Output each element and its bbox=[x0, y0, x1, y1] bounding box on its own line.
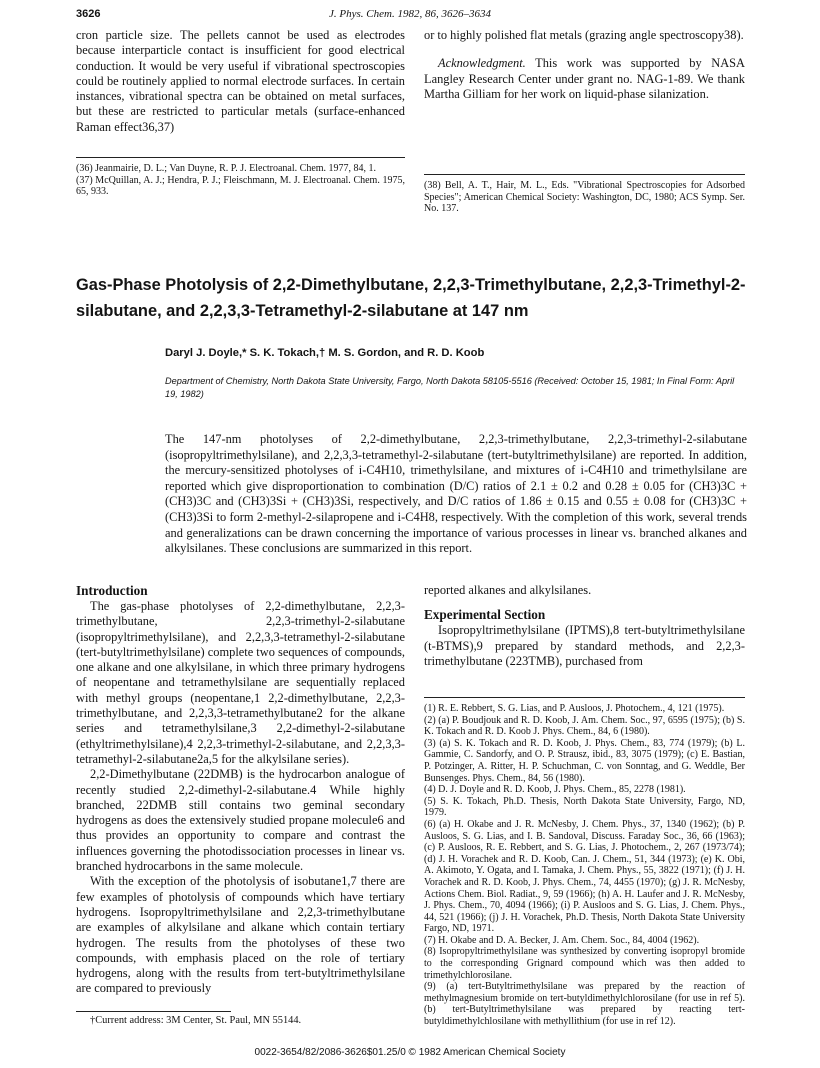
intro-paragraph-2: 2,2-Dimethylbutane (22DMB) is the hydrocarbon analogue of recently studied 2,2-dimethyl-2-silabutane.4 While highly branched, 22DMB still contains two geminal secondary hydrogens as does the extensively studied propane molecule6 and thus provides an opportunity to compare and contrast the influences governing the photodissociation processes in linear vs. branched hydrocarbons in the same molecule. bbox=[76, 767, 405, 874]
footnotes-left bbox=[76, 163, 405, 198]
intro-paragraph-3: With the exception of the photolysis of isobutane1,7 there are few examples of photolysis of compounds which have tertiary hydrogens. Isopropyltrimethylsilane and 2,2,3-trimethylbutane are examples of alkylsilane and alkane which contain tertiary hydrogen. The results from the photolyses of these two compounds, with emphasis placed on the role of tertiary hydrogens, along with the results from tert-butyltrimethylsilane are compared to previously bbox=[76, 874, 405, 996]
article-title: Gas-Phase Photolysis of 2,2-Dimethylbutane, 2,2,3-Trimethylbutane, 2,2,3-Trimethyl-2-silabutane, and 2,2,3,3-Tetramethyl-2-silabutane at 147 nm bbox=[76, 276, 746, 320]
experimental-heading: Experimental Section bbox=[424, 607, 546, 623]
current-address-note: †Current address: 3M Center, St. Paul, MN 55144. bbox=[90, 1015, 302, 1026]
introduction-section bbox=[76, 583, 405, 997]
intro-continuation: reported alkanes and alkylsilanes. bbox=[424, 583, 592, 597]
introduction-heading: Introduction bbox=[76, 583, 148, 598]
abstract: The 147-nm photolyses of 2,2-dimethylbutane, 2,2,3-trimethylbutane, 2,2,3-trimethyl-2-silabutane (isopropyltrimethylsilane), and 2,2,3,3-tetramethyl-2-silabutane (tert-butyltrimethylsilane) are reported. In addition, the mercury-sensitized photolyses of i-C4H10, trimethylsilane, and mixtures of i-C4H10 and trimethylsilane are reported which give disproportionation to combination (D/C) ratios of 2.1 ± 0.2 and 0.28 ± 0.05 for (CH3)3C + (CH3)3C and (CH3)3Si + (CH3)3Si, respectively, and D/C ratios of 1.86 ± 0.15 and 0.55 ± 0.08 for (CH3)3C + (CH3)3Si to form 2-methyl-2-silapropene and i-C4H8, respectively. With the completion of this work, several trends and generalizations can be drawn concerning the importance of various processes in linear vs. branched alkanes and alkylsilanes. These conclusions are summarized in this report. bbox=[165, 432, 747, 556]
reference-list bbox=[424, 703, 745, 1028]
page-footer: 0022-3654/82/2086-3626$01.25/0 © 1982 American Chemical Society bbox=[254, 1047, 566, 1058]
footnote-divider bbox=[76, 1011, 231, 1012]
reference-1: (1) R. E. Rebbert, S. G. Lias, and P. Ausloos, J. Photochem., 4, 121 (1975). bbox=[424, 703, 725, 714]
previous-article-continuation: or to highly polished flat metals (grazing angle spectroscopy38). bbox=[424, 28, 744, 42]
journal-citation: J. Phys. Chem. 1982, 86, 3626–3634 bbox=[329, 8, 491, 20]
footnote-divider bbox=[424, 174, 745, 175]
previous-article-right bbox=[424, 28, 745, 102]
page-number: 3626 bbox=[76, 8, 101, 20]
footnote-36: (36) Jeanmairie, D. L.; Van Duyne, R. P. J. Electroanal. Chem. 1977, 84, 1. bbox=[76, 163, 377, 174]
footnote-37: (37) McQuillan, A. J.; Hendra, P. J.; Fleischmann, M. J. Electroanal. Chem. 1975, 65, 933. bbox=[76, 174, 405, 198]
reference-5: (5) S. K. Tokach, Ph.D. Thesis, North Dakota State University, Fargo, ND, 1979. bbox=[424, 795, 745, 819]
reference-6: (6) (a) H. Okabe and J. R. McNesby, J. Chem. Phys., 37, 1340 (1962); (b) P. Ausloos, S. G. Lias, and I. B. Sandoval, Discuss. Faraday Soc., 36, 66 (1963); (c) P. Ausloos, R. E. Rebbert, and S. G. Lias, J. Photochem., 2, 267 (1973/74); (d) J. H. Vorachek and R. D. Koob, Can. J. Chem., 51, 344 (1973); (e) K. Obi, A. Akimoto, Y. Ogata, and I. Tamaka, J. Chem. Phys., 55, 3822 (1971); (f) J. H. Vorachek and R. D. Koob, J. Phys. Chem., 74, 4455 (1970); (g) J. R. McNesby, Actions Chem. Biol. Radiat., 9, 59 (1966); (h) A. H. Laufer and J. R. McNesby, J. Phys. Chem., 70, 4094 (1966); (i) P. Ausloos and S. G. Lias, J. Chem. Phys., 44, 521 (1966); (j) J. H. Vorachek, Ph.D. Thesis, North Dakota State University Fargo, ND, 1971. bbox=[424, 818, 745, 935]
footnote-divider bbox=[76, 157, 405, 158]
page-header bbox=[76, 8, 744, 24]
reference-2: (2) (a) P. Boudjouk and R. D. Koob, J. Am. Chem. Soc., 97, 6595 (1975); (b) S. K. Tokach and R. D. Koob J. Phys. Chem., 84, 6 (1980). bbox=[424, 714, 745, 738]
experimental-section bbox=[424, 583, 745, 669]
reference-8: (8) Isopropyltrimethylsilane was synthesized by converting isopropyl bromide to the corresponding Grignard compound which was then added to trimethylchlorosilane. bbox=[424, 946, 745, 981]
acknowledgment bbox=[424, 56, 745, 102]
footnote-divider bbox=[424, 697, 745, 698]
footnote-38: (38) Bell, A. T., Hair, M. L., Eds. "Vibrational Spectroscopies for Adsorbed Species"; American Chemical Society: Washington, DC, 1980; ACS Symp. Ser. No. 137. bbox=[424, 180, 745, 215]
footnotes-right bbox=[424, 180, 745, 215]
reference-3: (3) (a) S. K. Tokach and R. D. Koob, J. Phys. Chem., 83, 774 (1979); (b) L. Gammie, C. Sandorfy, and O. P. Strausz, ibid., 83, 3075 (1979); (c) E. Bastian, P. Potzinger, A. Ritter, H. P. Schuchman, C. von Sonntag, and G. Weddle, Ber Bunsenges. Phys. Chem., 84, 56 (1980). bbox=[424, 737, 745, 784]
acknowledgment-label: Acknowledgment. bbox=[438, 56, 526, 71]
acknowledgment-text: This work was supported by NASA Langley Research Center under grant no. NAG-1-89. We thank Martha Gilliam for her work on liquid-phase silanization. bbox=[424, 56, 745, 101]
reference-7: (7) H. Okabe and D. A. Becker, J. Am. Chem. Soc., 84, 4004 (1962). bbox=[424, 934, 700, 946]
previous-article-text: cron particle size. The pellets cannot be used as electrodes because interparticle contact is insufficient for good electrical conduction. It would be very useful if vibrational spectroscopies could be routinely applied to normal electrode surfaces. In certain instances, vibrational spectra can be obtained on metal surfaces, but these are restricted to particular metals (surface-enhanced Raman effect36,37) bbox=[76, 28, 405, 134]
previous-article-left bbox=[76, 28, 405, 135]
intro-paragraph-1: The gas-phase photolyses of 2,2-dimethylbutane, 2,2,3-trimethylbutane, 2,2,3-trimethyl-2-silabutane (isopropyltrimethylsilane), and 2,2,3,3-tetramethyl-2-silabutane (tert-butyltrimethylsilane) complete two sequences of compounds, one alkane and one alkylsilane, in which three primary hydrogens of neopentane and tetramethylsilane are sequentially replaced with methyl groups (neopentane,1 2,2-dimethylbutane, 2,2,3-trimethylbutane, and 2,2,3,3-tetramethylbutane2 for the alkane series and tetramethylsilane,3 2,2-dimethyl-2-silabutane (ethyltrimethylsilane),4 2,2,3-trimethyl-2-silabutane, and 2,2,3,3-tetramethyl-2-silabutane2a,5 for the alkylsilane series). bbox=[76, 599, 405, 766]
author-list: Daryl J. Doyle,* S. K. Tokach,† M. S. Gordon, and R. D. Koob bbox=[165, 347, 485, 359]
affiliation: Department of Chemistry, North Dakota State University, Fargo, North Dakota 58105-5516 (Received: October 15, 1981; In Final Form: April 19, 1982) bbox=[165, 376, 735, 399]
reference-4: (4) D. J. Doyle and R. D. Koob, J. Phys. Chem., 85, 2278 (1981). bbox=[424, 784, 686, 796]
reference-9: (9) (a) tert-Butyltrimethylsilane was prepared by the reaction of methylmagnesium bromide on tert-butyldimethylchlorosilane (for use in ref 5). (b) tert-Butyltrimethylsilane was prepared by reacting tert-butyldimethylchlosilane with methyllithium (for use in ref 12). bbox=[424, 981, 745, 1028]
experimental-paragraph-1: Isopropyltrimethylsilane (IPTMS),8 tert-butyltrimethylsilane (t-BTMS),9 prepared by standard methods, and 2,2,3-trimethylbutane (223TMB), purchased from bbox=[424, 623, 745, 668]
